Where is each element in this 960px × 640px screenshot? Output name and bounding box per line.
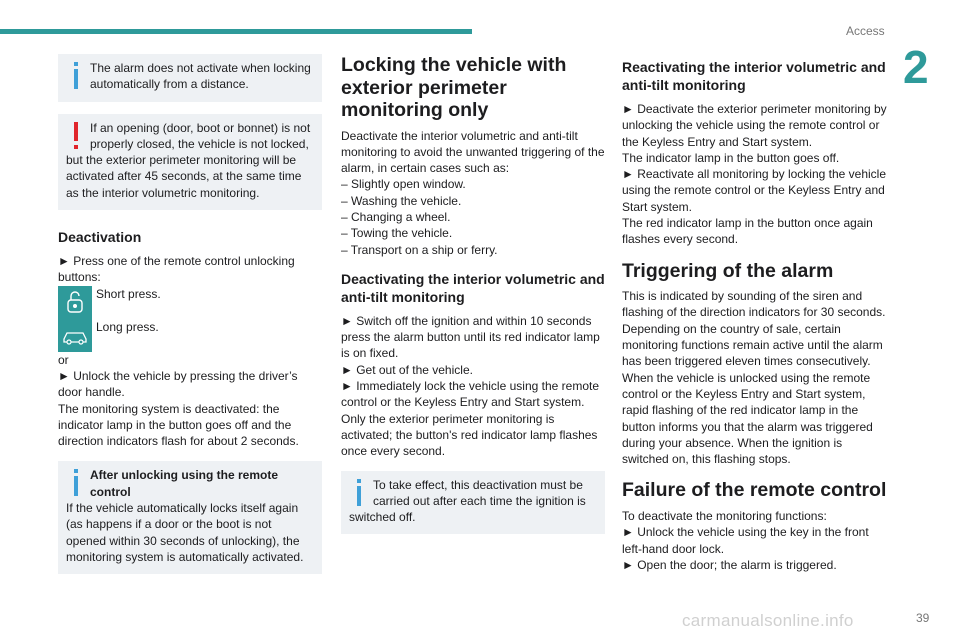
note-text: but the exterior perimeter monitoring will be activated after 45 seconds, at the same time as the interior volumetric monitoring. xyxy=(66,153,302,200)
car-icon xyxy=(58,319,92,352)
warning-note-opening xyxy=(58,114,322,210)
paragraph: ► Switch off the ignition and within 10 seconds press the alarm button until its red indicator lamp is on fixed. xyxy=(341,313,600,361)
unlock-key-icon xyxy=(58,286,92,319)
page-number: 39 xyxy=(916,611,930,625)
paragraph: ► Unlock the vehicle using the key in the front left-hand door lock. xyxy=(622,525,869,556)
case-list xyxy=(341,176,605,257)
note-text: If an opening (door, boot or bonnet) is not properly closed, the vehicle is not locked, xyxy=(90,120,311,151)
info-icon xyxy=(72,469,80,497)
paragraph: When the vehicle is unlocked using the remote control or the Keyless Entry and Start system, rapid flashing of the red indicator lamp in the button informs you that the alarm was triggered during your absence. When the ignition is switched on, this flashing stops. xyxy=(622,370,873,467)
list-item: – Slightly open window. xyxy=(341,177,466,192)
list-item: – Towing the vehicle. xyxy=(341,226,453,241)
list-item: – Changing a wheel. xyxy=(341,209,451,224)
column-2 xyxy=(341,54,605,546)
chapter-number: 2 xyxy=(903,41,929,93)
paragraph: or xyxy=(58,352,69,367)
heading-remote-failure: Failure of the remote control xyxy=(622,479,887,502)
watermark: carmanualsonline.info xyxy=(682,611,854,630)
section-name: Access xyxy=(846,24,885,38)
paragraph: ► Open the door; the alarm is triggered. xyxy=(622,557,837,572)
paragraph: ► Press one of the remote control unlocking buttons: xyxy=(58,254,295,285)
heading-deactivating-interior: Deactivating the interior volumetric and anti-tilt monitoring xyxy=(341,270,605,305)
list-item: – Washing the vehicle. xyxy=(341,193,462,208)
note-text: To take effect, this deactivation must be carried out after each time the ignition is xyxy=(373,477,586,508)
paragraph: To deactivate the monitoring functions: xyxy=(622,508,827,523)
warning-icon xyxy=(72,122,80,150)
heading-deactivation: Deactivation xyxy=(58,229,142,246)
short-press-row xyxy=(58,286,322,319)
paragraph: Depending on the country of sale, certain monitoring functions remain active until the alarm has been triggered eleven times consecutively. xyxy=(622,321,883,369)
list-item: – Transport on a ship or ferry. xyxy=(341,242,498,257)
header-accent-bar xyxy=(0,29,472,34)
info-note-relock xyxy=(58,461,322,574)
paragraph: The monitoring system is deactivated: the indicator lamp in the button goes off and the direction indicators flash for about 2 seconds. xyxy=(58,401,299,449)
paragraph: ► Reactivate all monitoring by locking the vehicle using the remote control or the Keyless Entry and Start system. xyxy=(622,167,887,214)
paragraph: ► Immediately lock the vehicle using the remote control or the Keyless Entry and Start system. xyxy=(341,379,599,410)
note-text: If the vehicle automatically locks itself again (as happens if a door or the boot is not opened within 30 seconds of unlocking), the monitoring system is automatically activated. xyxy=(66,501,304,564)
paragraph: Deactivate the interior volumetric and anti-tilt monitoring to avoid the unwanted triggering of the alarm, in certain cases such as: xyxy=(341,128,605,176)
paragraph: ► Deactivate the exterior perimeter monitoring by unlocking the vehicle using the remote control or the Keyless Entry and Start system. xyxy=(622,102,887,149)
info-icon xyxy=(355,479,363,507)
info-note-each-time xyxy=(341,471,605,535)
column-3 xyxy=(622,58,888,573)
paragraph: The indicator lamp in the button goes off. xyxy=(622,150,840,165)
paragraph: The red indicator lamp in the button once again flashes every second. xyxy=(622,216,873,247)
heading-reactivating: Reactivating the interior volumetric and anti-tilt monitoring xyxy=(622,59,886,93)
note-title: After unlocking using the remote control xyxy=(90,468,279,499)
note-text: switched off. xyxy=(349,510,416,525)
info-note-auto-lock xyxy=(58,54,322,102)
heading-triggering: Triggering of the alarm xyxy=(622,259,834,282)
note-text: The alarm does not activate when locking automatically from a distance. xyxy=(90,61,311,92)
paragraph: Only the exterior perimeter monitoring is activated; the button's red indicator lamp flashes once every second. xyxy=(341,411,598,459)
long-press-label: Long press. xyxy=(96,319,159,334)
heading-locking-exterior-only: Locking the vehicle with exterior perimeter monitoring only xyxy=(341,54,567,121)
paragraph: This is indicated by sounding of the siren and flashing of the direction indicators for 30 seconds. xyxy=(622,289,886,320)
column-1 xyxy=(58,54,322,586)
paragraph: ► Get out of the vehicle. xyxy=(341,362,473,377)
info-icon xyxy=(72,62,80,90)
short-press-label: Short press. xyxy=(96,286,161,301)
paragraph: ► Unlock the vehicle by pressing the driver’s door handle. xyxy=(58,368,298,400)
long-press-row xyxy=(58,319,322,352)
